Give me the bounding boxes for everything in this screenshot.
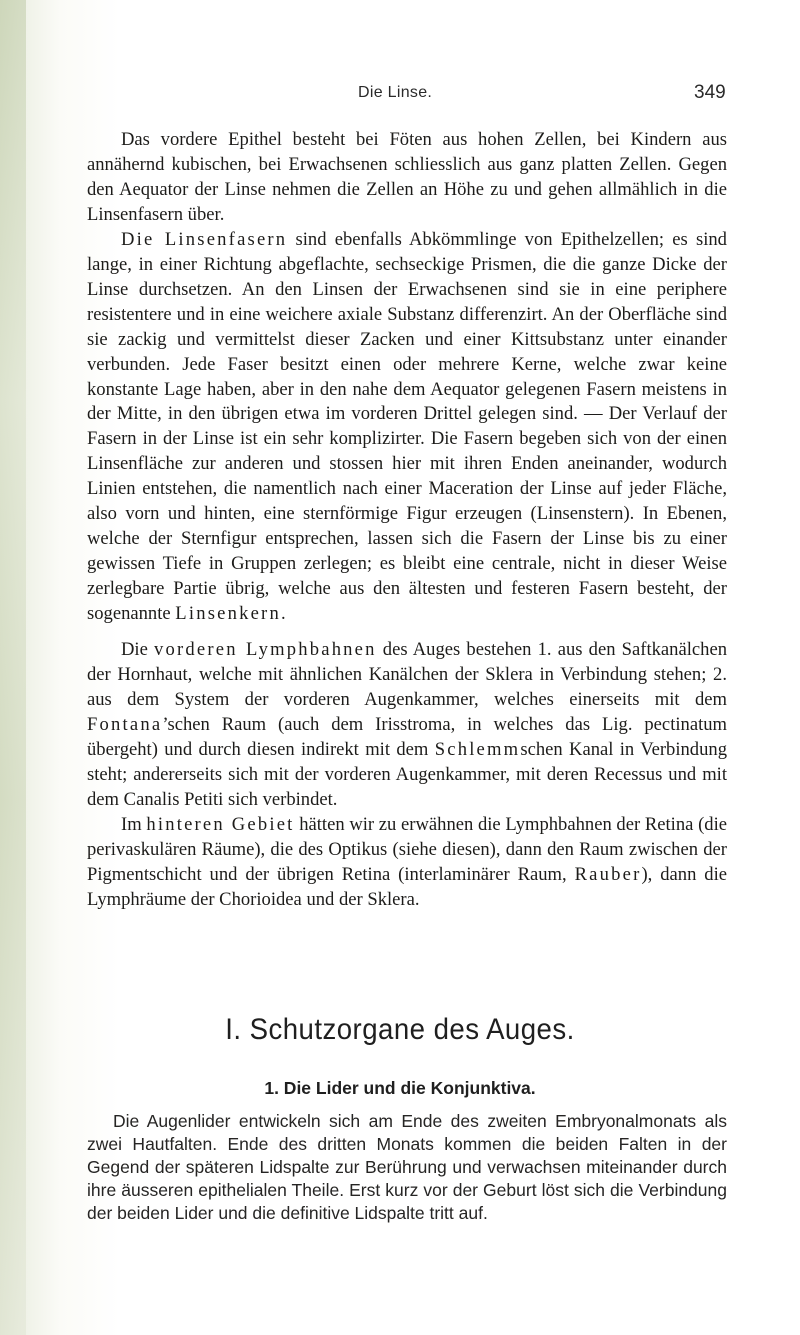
running-title: Die Linse. <box>358 84 433 101</box>
term-hinteren-gebiet: hinteren Gebiet <box>146 813 295 835</box>
name-schlemm: Schlemm <box>434 738 521 760</box>
paragraph-hinteres-gebiet <box>87 813 727 913</box>
term-vorderen-lymphbahnen: vorderen Lymphbahnen <box>154 639 377 661</box>
paragraph-hinten-text-2: ), dann die Lymphräume der Chorioidea und der Sklera. <box>87 863 728 910</box>
page-edge-stain <box>0 0 26 1335</box>
paragraph-vordere-lymphbahnen <box>87 638 727 813</box>
name-rauber: Rauber <box>574 863 642 885</box>
paragraph-lymph-text-2: ’schen Raum (auch dem Irisstroma, in welches das Lig. pectinatum übergeht) und durch diesen indirekt mit dem <box>87 713 727 760</box>
subsection-heading: 1. Die Lider und die Konjunktiva. <box>264 1078 536 1098</box>
paragraph-linsenfasern-end: . <box>280 603 286 625</box>
paragraph-hinten-text-1: hätten wir zu erwähnen die Lymphbahnen der Retina (die perivaskulären Räume), die des Optikus (siehe diesen), dann den Raum zwischen der Pigmentschicht und der übrigen Retina (interlaminärer Raum, <box>87 813 727 885</box>
page-number: 349 <box>694 82 726 103</box>
term-linsenfasern: Die Linsenfasern <box>121 228 288 250</box>
paragraph-linsenfasern <box>87 228 727 627</box>
running-head <box>0 84 800 108</box>
paragraph-hinten-intro: Im <box>121 813 147 835</box>
paragraph-augenlider: Die Augenlider entwickeln sich am Ende des zweiten Embryonalmonats als zwei Hautfalten. Ende des dritten Monats kommen die beiden Falten in der Gegend der späteren Lidspalte zur Berührung und verwachsen miteinander durch ihre äusseren epithelialen Theile. Erst kurz vor der Geburt löst sich die Verbindung der beiden Lider und die definitive Lidspalte tritt auf. <box>87 1111 727 1223</box>
term-linsenkern: Linsenkern <box>175 603 281 625</box>
section-heading: I. Schutzorgane des Auges. <box>225 1013 575 1046</box>
body-text <box>87 128 727 913</box>
section-text <box>87 1110 727 1225</box>
paragraph-lymph-text-1: des Auges bestehen 1. aus den Saftkanälchen der Hornhaut, welche mit ähnlichen Kanälchen der Sklera in Verbindung stehen; 2. aus dem System der vorderen Augenkammer, welches einerseits mit dem <box>87 639 727 710</box>
name-fontana: Fontana <box>87 713 163 735</box>
paragraph-linsenfasern-text: sind ebenfalls Abkömmlinge von Epithelzellen; es sind lange, in einer Richtung abgeflachte, sechseckige Prismen, die die ganze Dicke der Linse durchsetzen. An den Linsen der Erwachsenen sind sie in eine periphere resistentere und in eine weichere axiale Substanz differenzirt. An der Oberfläche sind sie zackig und vermittelst dieser Zacken und einer Kittsubstanz unter einander verbunden. Jede Faser besitzt einen oder mehrere Kerne, welche zwar keine konstante Lage haben, aber in den nahe dem Aequator gelegenen Fasern meistens in der Mitte, in den übrigen etwa im vorderen Drittel gelegen sind. — Der Verlauf der Fasern in der Linse ist ein sehr komplizirter. Die Fasern begeben sich von der einen Linsenfläche zur anderen und stossen hier mit ihren Enden aneinander, wodurch Linien entstehen, die namentlich nach einer Maceration der Linse auf jeder Fläche, also vorn und hinten, eine sternförmige Figur erzeugen (Linsenstern). In Ebenen, welche der Sternfigur entsprechen, lassen sich die Fasern der Linse bis zu einer gewissen Tiefe in Gruppen zerlegen; es bleibt eine centrale, nicht in dieser Weise zerlegbare Partie übrig, welche aus den ältesten und festeren Fasern besteht, der sogenannte <box>87 228 727 625</box>
paragraph-epithel <box>87 128 727 228</box>
paragraph-epithel-text: Das vordere Epithel besteht bei Föten aus hohen Zellen, bei Kindern aus annähernd kubischen, bei Erwachsenen schliesslich aus ganz platten Zellen. Gegen den Aequator der Linse nehmen die Zellen an Höhe zu und gehen allmählich in die Linsenfasern über. <box>87 129 727 225</box>
paragraph-lymph-text-3: schen Kanal in Verbindung steht; andererseits sich mit der vorderen Augenkammer, mit deren Recessus und mit dem Canalis Petiti sich verbindet. <box>87 738 727 810</box>
paragraph-lymph-intro: Die <box>121 639 155 661</box>
